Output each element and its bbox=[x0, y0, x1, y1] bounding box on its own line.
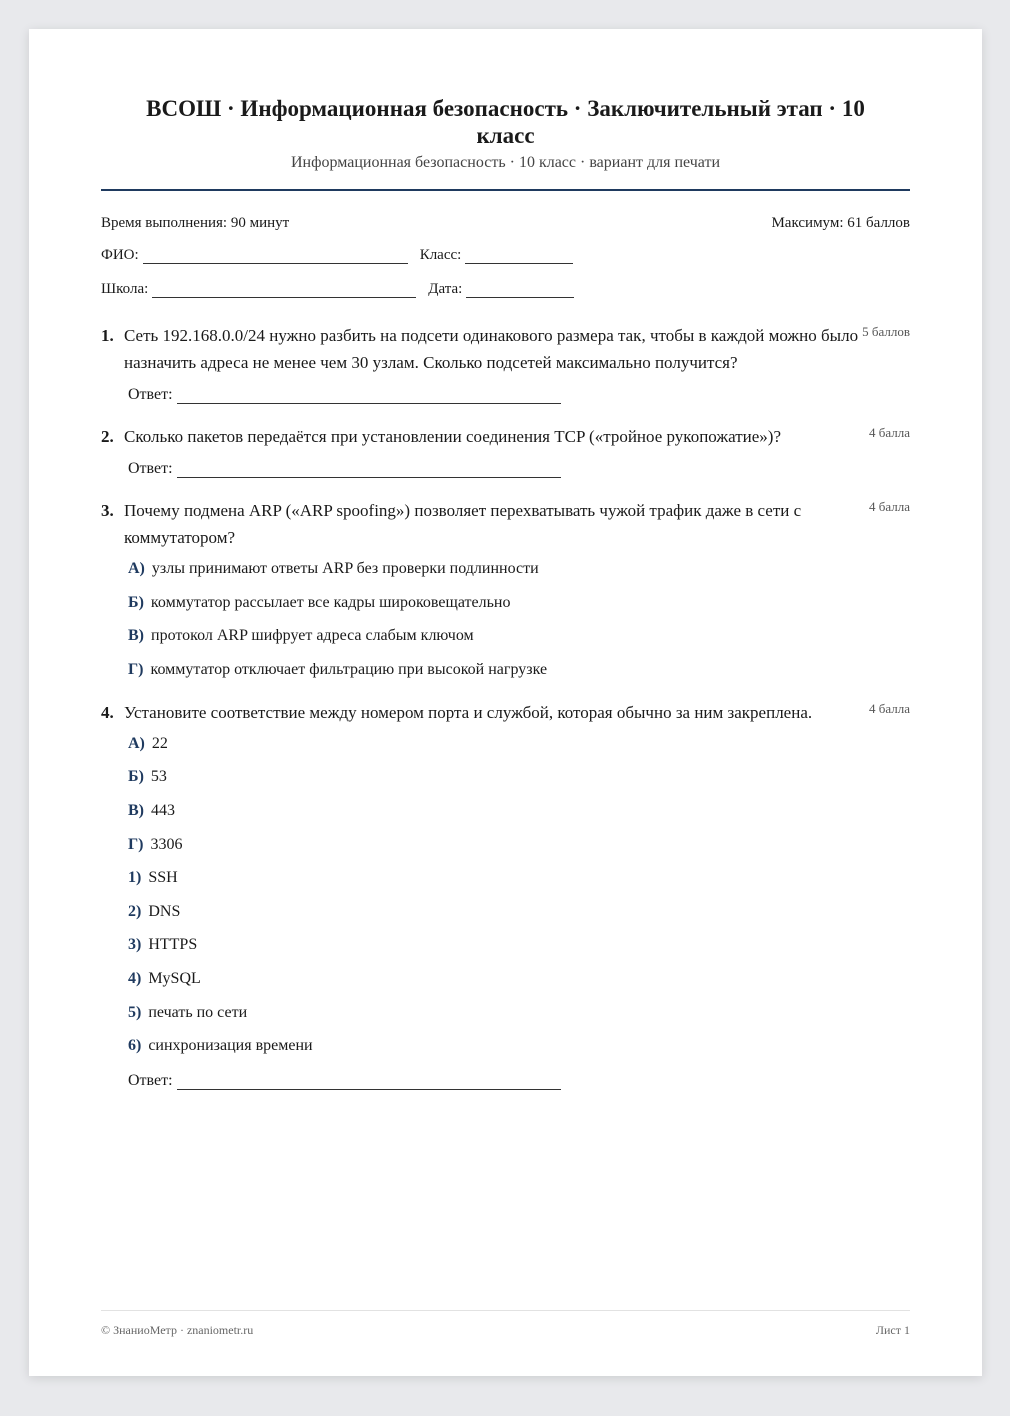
option-letter: 3) bbox=[128, 936, 142, 954]
exam-sheet bbox=[29, 29, 982, 1376]
match-item-5 bbox=[128, 1003, 910, 1023]
match-item-6 bbox=[128, 1036, 910, 1056]
option-letter: Б) bbox=[128, 768, 144, 786]
header-divider bbox=[101, 189, 910, 191]
question-points: 5 баллов bbox=[862, 324, 910, 339]
option-letter: А) bbox=[128, 560, 145, 577]
exam-meta bbox=[101, 215, 910, 232]
question-2 bbox=[101, 423, 910, 478]
option-letter: Г) bbox=[128, 835, 144, 853]
question-points: 4 балла bbox=[869, 425, 910, 440]
option-letter: 5) bbox=[128, 1003, 142, 1021]
answer-field[interactable] bbox=[177, 1075, 561, 1090]
option-text: 443 bbox=[151, 801, 175, 819]
class-field[interactable] bbox=[465, 249, 573, 264]
option-text: протокол ARP шифрует адреса слабым ключом bbox=[151, 627, 474, 645]
question-number: 4. bbox=[101, 702, 114, 722]
match-item-a bbox=[128, 734, 910, 754]
option-text: HTTPS bbox=[148, 936, 198, 954]
answer-label: Ответ: bbox=[128, 460, 173, 477]
option-b[interactable] bbox=[128, 593, 910, 613]
answer-label: Ответ: bbox=[128, 386, 173, 403]
question-text: Установите соответствие между номером порта и службой, которая обычно за ним закреплена. bbox=[124, 702, 813, 722]
option-a[interactable] bbox=[128, 559, 910, 579]
date-label: Дата: bbox=[428, 281, 463, 297]
page-subtitle: Информационная безопасность · 10 класс · вариант для печати bbox=[290, 154, 721, 171]
school-label: Школа: bbox=[101, 281, 149, 297]
question-points: 4 балла bbox=[869, 700, 910, 716]
option-text: SSH bbox=[148, 869, 178, 887]
match-item-4 bbox=[128, 969, 910, 989]
option-letter: Г) bbox=[128, 660, 144, 678]
option-text: печать по сети bbox=[148, 1003, 248, 1021]
option-g[interactable] bbox=[128, 660, 910, 680]
question-4 bbox=[101, 699, 910, 1090]
question-text: Почему подмена ARP («ARP spoofing») позволяет перехватывать чужой трафик даже в сети с коммутатором? bbox=[124, 501, 802, 547]
footer-copyright: © ЗнаниоМетр · znaniometr.ru bbox=[101, 1323, 254, 1337]
option-letter: В) bbox=[128, 801, 144, 819]
option-letter: 1) bbox=[128, 869, 142, 887]
option-letter: В) bbox=[128, 627, 144, 645]
field-row-2 bbox=[101, 280, 910, 298]
question-number: 1. bbox=[101, 326, 114, 345]
option-text: коммутатор рассылает все кадры широковещательно bbox=[150, 593, 511, 611]
student-fields bbox=[101, 246, 910, 298]
option-text: DNS bbox=[148, 902, 181, 920]
answer-field[interactable] bbox=[177, 389, 561, 404]
question-3 bbox=[101, 497, 910, 680]
answer-row bbox=[128, 458, 910, 478]
option-letter: 4) bbox=[128, 969, 142, 987]
answer-row bbox=[128, 1070, 910, 1090]
fio-label: ФИО: bbox=[101, 247, 139, 263]
page-title: ВСОШ · Информационная безопасность · Заключительный этап · 10 класс bbox=[146, 96, 865, 148]
option-text: 22 bbox=[151, 734, 168, 752]
option-text: 3306 bbox=[150, 835, 183, 853]
sheet-content bbox=[101, 29, 910, 1376]
match-item-2 bbox=[128, 902, 910, 922]
question-list bbox=[101, 322, 910, 1090]
option-text: синхронизация времени bbox=[148, 1037, 313, 1055]
max-score: Максимум: 61 баллов bbox=[771, 215, 910, 231]
answer-label: Ответ: bbox=[128, 1071, 173, 1089]
answer-field[interactable] bbox=[177, 463, 561, 478]
match-list bbox=[128, 734, 910, 1056]
option-text: MySQL bbox=[148, 969, 201, 987]
question-number: 3. bbox=[101, 501, 114, 520]
time-limit: Время выполнения: 90 минут bbox=[101, 215, 290, 231]
question-text: Сеть 192.168.0.0/24 нужно разбить на подсети одинакового размера так, чтобы в каждой можно было назначить адреса не менее чем 30 узлам. Сколько подсетей максимально получится? bbox=[124, 326, 859, 372]
date-field[interactable] bbox=[466, 283, 574, 298]
options-list bbox=[128, 559, 910, 680]
option-text: узлы принимают ответы ARP без проверки подлинности bbox=[151, 560, 539, 577]
question-text: Сколько пакетов передаётся при установлении соединения TCP («тройное рукопожатие»)? bbox=[124, 427, 781, 446]
match-item-b bbox=[128, 767, 910, 787]
option-letter: 2) bbox=[128, 902, 142, 920]
match-item-1 bbox=[128, 868, 910, 888]
option-v[interactable] bbox=[128, 626, 910, 646]
page-number: Лист 1 bbox=[875, 1323, 910, 1337]
field-row-1 bbox=[101, 246, 910, 264]
school-field[interactable] bbox=[152, 283, 416, 298]
question-1 bbox=[101, 322, 910, 404]
option-letter: 6) bbox=[128, 1037, 142, 1055]
option-text: 53 bbox=[150, 768, 167, 786]
option-letter: Б) bbox=[128, 593, 144, 611]
question-points: 4 балла bbox=[869, 499, 910, 514]
match-item-v bbox=[128, 801, 910, 821]
class-label: Класс: bbox=[419, 247, 462, 263]
option-text: коммутатор отключает фильтрацию при высокой нагрузке bbox=[150, 660, 548, 678]
answer-row bbox=[128, 384, 910, 404]
option-letter: А) bbox=[128, 734, 145, 752]
fio-field[interactable] bbox=[143, 249, 408, 264]
match-item-g bbox=[128, 835, 910, 855]
question-number: 2. bbox=[101, 427, 114, 446]
match-item-3 bbox=[128, 935, 910, 955]
page-footer bbox=[101, 1310, 910, 1338]
